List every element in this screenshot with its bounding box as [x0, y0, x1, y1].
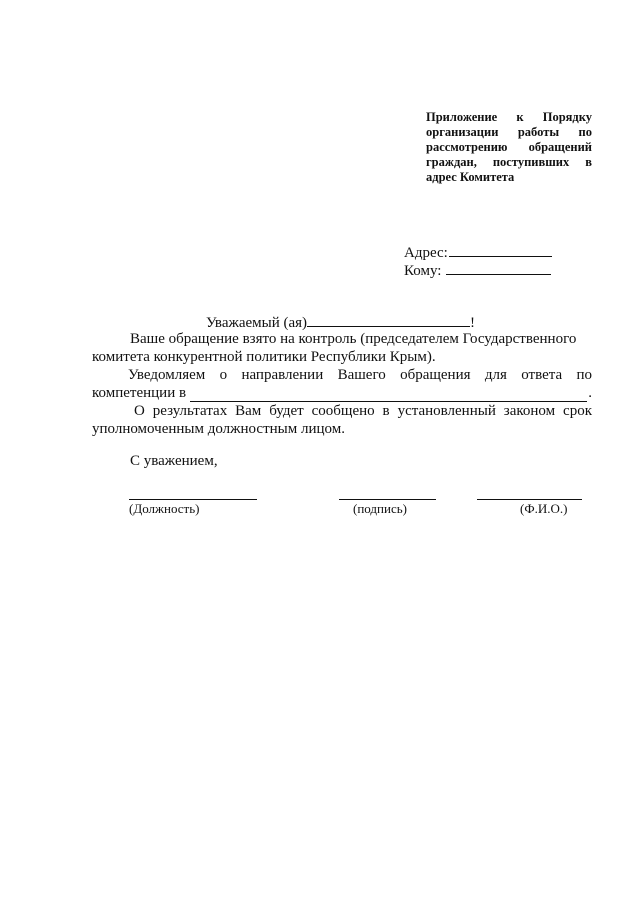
appendix-word: обращений	[528, 140, 592, 154]
paragraph-line: О результатах Вам будет сообщено в установленный законом срок	[134, 403, 592, 419]
competence-line	[92, 384, 592, 402]
appendix-line	[426, 155, 592, 170]
appendix-word: работы	[517, 125, 560, 139]
appendix-word: адрес Комитета	[426, 170, 515, 184]
paragraph-line: комитета конкурентной политики Республики Крым).	[92, 349, 436, 365]
appendix-word: поступивших	[492, 155, 570, 169]
paragraph-results	[92, 402, 592, 438]
paragraph-line: Ваше обращение взято на контроль (председателем Государственного	[130, 331, 577, 347]
signature-blank-line	[339, 499, 436, 500]
appendix-line	[426, 170, 592, 185]
competence-prefix: компетенции в	[92, 385, 187, 401]
appendix-line	[426, 110, 592, 125]
recipient-label: Кому:	[404, 263, 442, 279]
paragraph-forwarding	[92, 366, 592, 402]
paragraph-line: уполномоченным должностным лицом.	[92, 421, 345, 437]
address-label: Адрес:	[404, 245, 448, 261]
appendix-note	[426, 110, 592, 185]
competence-blank-line	[190, 388, 587, 402]
appendix-word: в	[585, 155, 592, 169]
position-label: (Должность)	[129, 501, 200, 516]
recipient-blank-line	[446, 260, 551, 275]
closing-phrase: С уважением,	[130, 453, 218, 469]
salutation-exclamation: !	[470, 315, 476, 331]
salutation-text: Уважаемый (ая)	[206, 315, 308, 331]
address-blank-line	[449, 242, 552, 257]
name-label: (Ф.И.О.)	[520, 501, 568, 516]
name-blank-line	[477, 499, 582, 500]
appendix-line	[426, 125, 592, 140]
paragraph-control	[92, 330, 592, 366]
appendix-word: Порядку	[542, 110, 593, 124]
appendix-word: граждан,	[426, 155, 477, 169]
recipient-row	[404, 260, 551, 280]
position-blank-line	[129, 499, 257, 500]
paragraph-line: Уведомляем о направлении Вашего обращения для ответа по	[128, 367, 592, 383]
salutation	[206, 312, 475, 332]
appendix-word: организации	[426, 125, 499, 139]
appendix-word: к	[516, 110, 524, 124]
recipient-name-blank	[307, 312, 470, 327]
address-row	[404, 242, 552, 262]
appendix-word: рассмотрению	[426, 140, 508, 154]
competence-period: .	[588, 385, 592, 401]
signature-label: (подпись)	[353, 501, 407, 516]
appendix-word: по	[578, 125, 592, 139]
appendix-word: Приложение	[426, 110, 498, 124]
appendix-line	[426, 140, 592, 155]
